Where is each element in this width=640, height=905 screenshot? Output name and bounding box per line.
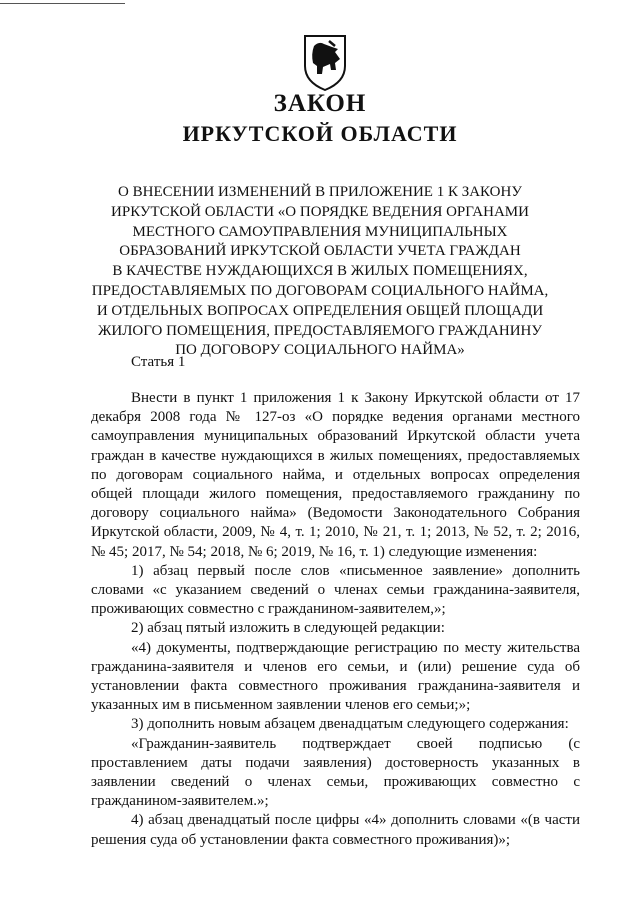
article-paragraph: Внести в пункт 1 приложения 1 к Закону Иркутской области от 17 декабря 2008 года № 127-оз «О порядке ведения органами местного самоуправления муниципальных образований Иркутской области учета граждан в качестве нуждающихся в жилых помещениях, предоставляемых по договорам социального найма, и отдельных вопросах определения общей площади жилого помещения, предоставляемого гражданину по договору социального найма» (Ведомости Законодательного Собрания Иркутской области, 2009, № 4, т. 1; 2010, № 21, т. 1; 2013, № 52, т. 2; 2016, № 45; 2017, № 54; 2018, № 6; 2019, № 16, т. 1) следующие изменения: <box>91 390 580 560</box>
article-paragraph: «4) документы, подтверждающие регистрацию по месту жительства гражданина-заявителя и членов его семьи, и (или) решение суда об установлении факта совместного проживания гражданина-заявителя и указанных им в письменном заявлении членов его семьи;»; <box>91 639 580 714</box>
heading-line: ИРКУТСКОЙ ОБЛАСТИ «О ПОРЯДКЕ ВЕДЕНИЯ ОРГАНАМИ <box>111 203 529 220</box>
article-paragraph: 2) абзац пятый изложить в следующей редакции: <box>131 620 445 637</box>
heading-line: ПО ДОГОВОРУ СОЦИАЛЬНОГО НАЙМА» <box>175 342 465 359</box>
article-paragraph: 1) абзац первый после слов «письменное заявление» дополнить словами «с указанием сведений о членах семьи гражданина-заявителя, проживающих совместно с гражданином-заявителем,»; <box>91 562 580 618</box>
article-paragraph: 4) абзац двенадцатый после цифры «4» дополнить словами «(в части решения суда об установлении факта совместного проживания)»; <box>91 812 580 848</box>
top-left-rule <box>0 3 125 4</box>
law-title: ЗАКОН <box>273 90 367 117</box>
law-heading <box>88 183 552 361</box>
heading-line: ЖИЛОГО ПОМЕЩЕНИЯ, ПРЕДОСТАВЛЯЕМОГО ГРАЖДАНИНУ <box>97 322 542 339</box>
heading-line: И ОТДЕЛЬНЫХ ВОПРОСАХ ОПРЕДЕЛЕНИЯ ОБЩЕЙ ПЛОЩАДИ <box>96 302 544 319</box>
article-body <box>91 389 580 850</box>
irkutsk-coat-of-arms-icon <box>302 32 348 92</box>
heading-line: ОБРАЗОВАНИЙ ИРКУТСКОЙ ОБЛАСТИ УЧЕТА ГРАЖДАН <box>119 243 521 260</box>
article-label: Статья 1 <box>131 354 186 370</box>
article-paragraph: «Гражданин-заявитель подтверждает своей подписью (с проставлением даты подачи заявления) достоверность указанных в заявлении сведений о членах семьи, проживающих совместно с гражданином-заявителем.»; <box>91 735 580 810</box>
heading-line: О ВНЕСЕНИИ ИЗМЕНЕНИЙ В ПРИЛОЖЕНИЕ 1 К ЗАКОНУ <box>118 184 522 200</box>
heading-line: ПРЕДОСТАВЛЯЕМЫХ ПО ДОГОВОРАМ СОЦИАЛЬНОГО НАЙМА, <box>91 282 549 299</box>
region-title: ИРКУТСКОЙ ОБЛАСТИ <box>182 121 458 146</box>
article-paragraph: 3) дополнить новым абзацем двенадцатым следующего содержания: <box>131 716 569 733</box>
heading-line: МЕСТНОГО САМОУПРАВЛЕНИЯ МУНИЦИПАЛЬНЫХ <box>132 223 508 240</box>
heading-line: В КАЧЕСТВЕ НУЖДАЮЩИХСЯ В ЖИЛЫХ ПОМЕЩЕНИЯХ, <box>112 263 528 280</box>
